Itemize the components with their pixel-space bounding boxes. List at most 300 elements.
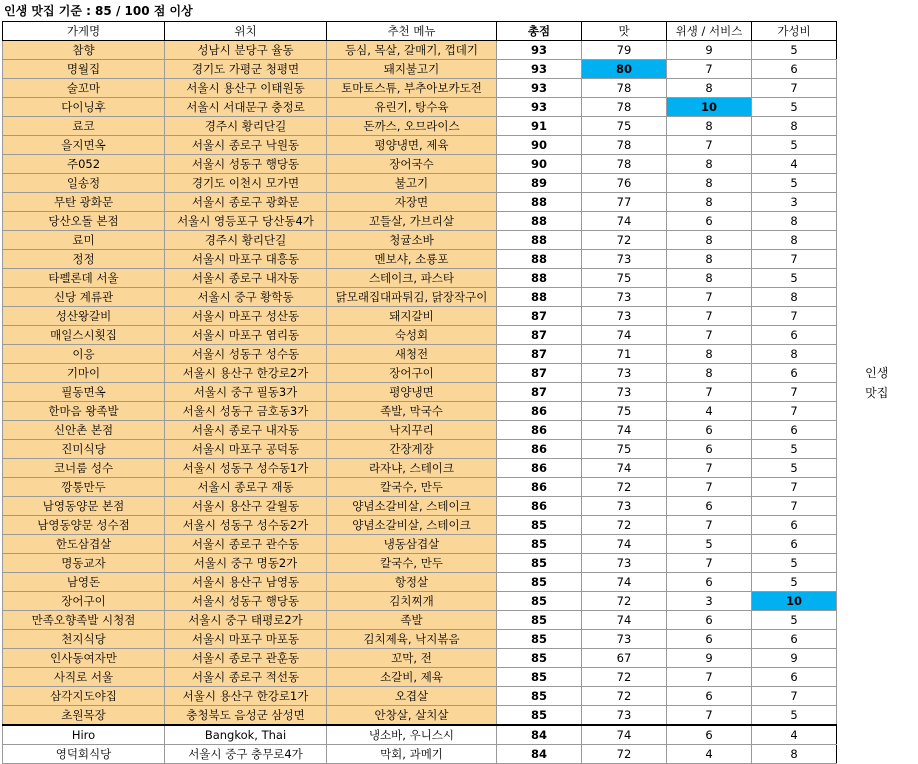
table-cell-service[interactable]: 7 — [667, 516, 752, 535]
table-cell-total[interactable]: 88 — [497, 212, 582, 231]
table-cell-service[interactable]: 8 — [667, 250, 752, 269]
table-cell-menu[interactable]: 소갈비, 제육 — [327, 668, 497, 687]
table-cell-location[interactable]: 서울시 종로구 내자동 — [165, 421, 327, 440]
table-row — [3, 345, 917, 364]
table-cell-total[interactable]: 90 — [497, 136, 582, 155]
table-cell-name[interactable]: 삼각지도야집 — [3, 687, 165, 706]
table-cell-taste[interactable]: 72 — [582, 745, 667, 764]
table-cell-name[interactable]: 인사동여자만 — [3, 649, 165, 668]
table-cell-total[interactable]: 87 — [497, 364, 582, 383]
table-cell-location[interactable]: 서울시 중구 충무로4가 — [165, 745, 327, 764]
table-cell-service[interactable]: 8 — [667, 231, 752, 250]
table-cell-taste[interactable]: 72 — [582, 516, 667, 535]
table-cell-total[interactable]: 87 — [497, 326, 582, 345]
table-row — [3, 554, 917, 573]
table-cell-menu[interactable]: 닭모래집대파튀김, 닭장작구이 — [327, 288, 497, 307]
table-cell-location[interactable]: 서울시 성동구 성수동 — [165, 345, 327, 364]
table-row — [3, 326, 917, 345]
table-cell-name[interactable]: 남영돈 — [3, 573, 165, 592]
table-row — [3, 725, 917, 745]
table-cell-service[interactable]: 6 — [667, 725, 752, 745]
table-cell-value[interactable]: 6 — [752, 516, 837, 535]
table-cell-name[interactable]: 술꼬마 — [3, 79, 165, 98]
table-cell-taste[interactable]: 72 — [582, 687, 667, 706]
table-cell-taste[interactable]: 74 — [582, 212, 667, 231]
table-cell-total[interactable]: 86 — [497, 497, 582, 516]
table-cell-total[interactable]: 85 — [497, 554, 582, 573]
table-cell-service[interactable]: 7 — [667, 383, 752, 402]
table-cell-menu[interactable]: 양념소갈비살, 스테이크 — [327, 516, 497, 535]
table-cell-name[interactable]: 정정 — [3, 250, 165, 269]
table-cell-total[interactable]: 88 — [497, 250, 582, 269]
table-cell-service[interactable]: 7 — [667, 136, 752, 155]
table-cell-location[interactable]: 서울시 마포구 마포동 — [165, 630, 327, 649]
table-cell-total[interactable]: 85 — [497, 592, 582, 611]
table-cell-name[interactable]: 무탄 광화문 — [3, 193, 165, 212]
table-cell-name[interactable]: Hiro — [3, 725, 165, 745]
table-cell-service[interactable]: 8 — [667, 117, 752, 136]
table-cell-name[interactable]: 성산왕갈비 — [3, 307, 165, 326]
table-cell-location[interactable]: 경주시 황리단길 — [165, 231, 327, 250]
table-cell-value[interactable]: 5 — [752, 440, 837, 459]
table-cell-value[interactable]: 5 — [752, 41, 837, 60]
table-cell-taste[interactable]: 76 — [582, 174, 667, 193]
table-cell-menu[interactable]: 칼국수, 만두 — [327, 554, 497, 573]
table-cell-menu[interactable]: 라자냐, 스테이크 — [327, 459, 497, 478]
table-row — [3, 497, 917, 516]
table-cell-menu[interactable]: 안창살, 살치살 — [327, 706, 497, 726]
table-cell-service[interactable]: 6 — [667, 212, 752, 231]
table-cell-taste[interactable]: 73 — [582, 307, 667, 326]
table-cell-name[interactable]: 일송정 — [3, 174, 165, 193]
table-cell-service[interactable]: 8 — [667, 364, 752, 383]
table-cell-service[interactable]: 7 — [667, 60, 752, 79]
table-cell-value[interactable]: 7 — [752, 478, 837, 497]
table-cell-service[interactable]: 7 — [667, 459, 752, 478]
table-cell-total[interactable]: 85 — [497, 611, 582, 630]
blank-cell — [837, 745, 917, 764]
table-cell-value[interactable]: 9 — [752, 649, 837, 668]
table-cell-total[interactable]: 91 — [497, 117, 582, 136]
table-cell-menu[interactable]: 족발 — [327, 611, 497, 630]
table-cell-location[interactable]: 서울시 종로구 내자동 — [165, 269, 327, 288]
table-cell-location[interactable]: 서울시 용산구 이태원동 — [165, 79, 327, 98]
table-row — [3, 459, 917, 478]
table-row — [3, 592, 917, 611]
table-cell-name[interactable]: 을지면옥 — [3, 136, 165, 155]
table-cell-menu[interactable]: 오겹살 — [327, 687, 497, 706]
table-cell-location[interactable]: 경기도 가평군 청평면 — [165, 60, 327, 79]
table-cell-total[interactable]: 87 — [497, 307, 582, 326]
table-cell-taste[interactable]: 78 — [582, 79, 667, 98]
table-cell-taste[interactable]: 73 — [582, 497, 667, 516]
table-cell-menu[interactable]: 평양냉면 — [327, 383, 497, 402]
table-cell-name[interactable]: 코너룸 성수 — [3, 459, 165, 478]
table-cell-value[interactable]: 5 — [752, 269, 837, 288]
table-cell-value[interactable]: 7 — [752, 687, 837, 706]
table-cell-name[interactable]: 진미식당 — [3, 440, 165, 459]
table-cell-menu[interactable]: 족발, 막국수 — [327, 402, 497, 421]
header-menu[interactable]: 추천 메뉴 — [327, 22, 497, 41]
table-cell-location[interactable]: 서울시 성동구 행당동 — [165, 155, 327, 174]
table-cell-value[interactable]: 8 — [752, 288, 837, 307]
table-cell-name[interactable]: 초원목장 — [3, 706, 165, 726]
table-cell-service[interactable]: 4 — [667, 402, 752, 421]
table-cell-name[interactable]: 다이닝후 — [3, 98, 165, 117]
blank-cell — [837, 725, 917, 745]
table-cell-value[interactable]: 7 — [752, 383, 837, 402]
table-cell-service[interactable]: 6 — [667, 687, 752, 706]
table-cell-location[interactable]: 경주시 황리단길 — [165, 117, 327, 136]
table-cell-service[interactable]: 8 — [667, 269, 752, 288]
table-cell-location[interactable]: 서울시 성동구 행당동 — [165, 592, 327, 611]
table-cell-menu[interactable]: 청귤소바 — [327, 231, 497, 250]
table-cell-menu[interactable]: 멘보샤, 소룡포 — [327, 250, 497, 269]
table-cell-name[interactable]: 명월집 — [3, 60, 165, 79]
table-cell-location[interactable]: 충청북도 음성군 삼성면 — [165, 706, 327, 726]
table-cell-service[interactable]: 6 — [667, 630, 752, 649]
table-cell-value[interactable]: 8 — [752, 745, 837, 764]
table-cell-service[interactable]: 4 — [667, 745, 752, 764]
table-cell-taste[interactable]: 78 — [582, 98, 667, 117]
table-cell-location[interactable]: 서울시 용산구 남영동 — [165, 573, 327, 592]
table-cell-location[interactable]: 서울시 마포구 성산동 — [165, 307, 327, 326]
table-cell-value[interactable]: 6 — [752, 60, 837, 79]
table-cell-service[interactable]: 5 — [667, 535, 752, 554]
table-cell-service[interactable]: 8 — [667, 174, 752, 193]
table-cell-taste[interactable]: 77 — [582, 193, 667, 212]
table-cell-name[interactable]: 신안촌 본점 — [3, 421, 165, 440]
table-cell-value[interactable]: 5 — [752, 174, 837, 193]
table-cell-menu[interactable]: 새청전 — [327, 345, 497, 364]
table-cell-name[interactable]: 장어구이 — [3, 592, 165, 611]
table-cell-taste[interactable]: 79 — [582, 41, 667, 60]
table-cell-total[interactable]: 87 — [497, 383, 582, 402]
table-cell-location[interactable]: 서울시 종로구 관훈동 — [165, 649, 327, 668]
table-cell-service[interactable]: 7 — [667, 288, 752, 307]
table-cell-service[interactable]: 8 — [667, 193, 752, 212]
table-cell-service[interactable]: 10 — [667, 98, 752, 117]
table-cell-service[interactable]: 6 — [667, 421, 752, 440]
table-cell-value[interactable]: 5 — [752, 459, 837, 478]
table-cell-value[interactable]: 6 — [752, 326, 837, 345]
table-cell-location[interactable]: 성남시 분당구 율동 — [165, 41, 327, 60]
table-cell-menu[interactable]: 스테이크, 파스타 — [327, 269, 497, 288]
table-cell-taste[interactable]: 72 — [582, 668, 667, 687]
table-cell-menu[interactable]: 불고기 — [327, 174, 497, 193]
table-cell-value[interactable]: 7 — [752, 402, 837, 421]
table-cell-menu[interactable]: 양념소갈비살, 스테이크 — [327, 497, 497, 516]
table-cell-menu[interactable]: 막회, 과메기 — [327, 745, 497, 764]
table-cell-service[interactable]: 6 — [667, 497, 752, 516]
table-cell-total[interactable]: 86 — [497, 402, 582, 421]
table-cell-location[interactable]: 서울시 종로구 재동 — [165, 478, 327, 497]
table-cell-menu[interactable]: 낙지꾸리 — [327, 421, 497, 440]
table-row — [3, 231, 917, 250]
table-cell-total[interactable]: 88 — [497, 193, 582, 212]
table-cell-location[interactable]: 서울시 중구 황학동 — [165, 288, 327, 307]
table-cell-taste[interactable]: 73 — [582, 288, 667, 307]
table-cell-service[interactable]: 7 — [667, 326, 752, 345]
table-cell-service[interactable]: 8 — [667, 345, 752, 364]
table-cell-taste[interactable]: 74 — [582, 573, 667, 592]
table-cell-total[interactable]: 86 — [497, 459, 582, 478]
table-cell-name[interactable]: 한마음 왕족발 — [3, 402, 165, 421]
table-cell-service[interactable]: 7 — [667, 668, 752, 687]
table-cell-taste[interactable]: 73 — [582, 383, 667, 402]
table-cell-name[interactable]: 료코 — [3, 117, 165, 136]
table-cell-name[interactable]: 한도삼겹살 — [3, 535, 165, 554]
table-row — [3, 383, 917, 402]
table-cell-name[interactable]: 영덕회식당 — [3, 745, 165, 764]
table-cell-value[interactable]: 7 — [752, 79, 837, 98]
table-cell-value[interactable]: 6 — [752, 421, 837, 440]
table-cell-menu[interactable]: 김치찌개 — [327, 592, 497, 611]
table-cell-menu[interactable]: 유린기, 탕수육 — [327, 98, 497, 117]
table-row — [3, 212, 917, 231]
table-cell-menu[interactable]: 등심, 목살, 갈매기, 껍데기 — [327, 41, 497, 60]
sheet-title: 인생 맛집 기준 : 85 / 100 점 이상 — [4, 4, 193, 18]
table-cell-total[interactable]: 84 — [497, 725, 582, 745]
table-cell-service[interactable]: 7 — [667, 706, 752, 726]
table-cell-menu[interactable]: 돼지불고기 — [327, 60, 497, 79]
table-cell-name[interactable]: 필동면옥 — [3, 383, 165, 402]
table-cell-value[interactable]: 8 — [752, 345, 837, 364]
table-row — [3, 250, 917, 269]
group-label: 인생 맛집 — [837, 41, 917, 726]
table-cell-menu[interactable]: 항정살 — [327, 573, 497, 592]
table-cell-total[interactable]: 93 — [497, 60, 582, 79]
table-cell-total[interactable]: 85 — [497, 668, 582, 687]
table-cell-taste[interactable]: 78 — [582, 136, 667, 155]
table-row — [3, 288, 917, 307]
table-cell-taste[interactable]: 74 — [582, 725, 667, 745]
restaurant-table — [2, 21, 917, 764]
table-cell-taste[interactable]: 75 — [582, 269, 667, 288]
table-cell-value[interactable]: 7 — [752, 307, 837, 326]
table-cell-total[interactable]: 85 — [497, 573, 582, 592]
table-cell-service[interactable]: 3 — [667, 592, 752, 611]
table-cell-name[interactable]: 기마이 — [3, 364, 165, 383]
table-cell-menu[interactable]: 꼬막, 전 — [327, 649, 497, 668]
table-cell-location[interactable]: 서울시 중구 태평로2가 — [165, 611, 327, 630]
table-cell-location[interactable]: 서울시 성동구 성수동1가 — [165, 459, 327, 478]
table-cell-value[interactable]: 7 — [752, 250, 837, 269]
table-cell-menu[interactable]: 냉동삼겹살 — [327, 535, 497, 554]
table-cell-menu[interactable]: 장어구이 — [327, 364, 497, 383]
table-cell-service[interactable]: 6 — [667, 440, 752, 459]
table-cell-taste[interactable]: 74 — [582, 421, 667, 440]
table-cell-taste[interactable]: 72 — [582, 478, 667, 497]
table-cell-location[interactable]: 서울시 종로구 낙원동 — [165, 136, 327, 155]
table-cell-menu[interactable]: 숙성회 — [327, 326, 497, 345]
table-cell-value[interactable]: 5 — [752, 706, 837, 726]
table-cell-service[interactable]: 9 — [667, 649, 752, 668]
table-cell-name[interactable]: 남영동양문 성수점 — [3, 516, 165, 535]
table-cell-service[interactable]: 7 — [667, 307, 752, 326]
table-cell-menu[interactable]: 꼬들살, 가브리살 — [327, 212, 497, 231]
table-cell-name[interactable]: 깡통만두 — [3, 478, 165, 497]
table-cell-menu[interactable]: 김치제육, 낙지볶음 — [327, 630, 497, 649]
table-cell-total[interactable]: 88 — [497, 288, 582, 307]
table-cell-location[interactable]: 서울시 마포구 대흥동 — [165, 250, 327, 269]
table-cell-location[interactable]: 서울시 중구 필동3가 — [165, 383, 327, 402]
table-cell-service[interactable]: 6 — [667, 573, 752, 592]
header-total[interactable]: 총점 — [497, 22, 582, 41]
table-cell-menu[interactable]: 칼국수, 만두 — [327, 478, 497, 497]
table-cell-taste[interactable]: 75 — [582, 117, 667, 136]
table-cell-menu[interactable]: 돼지갈비 — [327, 307, 497, 326]
table-row — [3, 79, 917, 98]
table-cell-name[interactable]: 참향 — [3, 41, 165, 60]
table-cell-service[interactable]: 7 — [667, 554, 752, 573]
table-row — [3, 136, 917, 155]
table-cell-name[interactable]: 료미 — [3, 231, 165, 250]
table-cell-taste[interactable]: 73 — [582, 630, 667, 649]
table-cell-location[interactable]: 서울시 성동구 금호동3가 — [165, 402, 327, 421]
table-cell-taste[interactable]: 74 — [582, 535, 667, 554]
table-cell-service[interactable]: 8 — [667, 79, 752, 98]
table-cell-location[interactable]: 서울시 성동구 성수동2가 — [165, 516, 327, 535]
table-cell-location[interactable]: 서울시 종로구 관수동 — [165, 535, 327, 554]
table-cell-location[interactable]: 서울시 영등포구 당산동4가 — [165, 212, 327, 231]
table-cell-value[interactable]: 5 — [752, 98, 837, 117]
table-cell-name[interactable]: 매일스시횟집 — [3, 326, 165, 345]
table-cell-total[interactable]: 86 — [497, 478, 582, 497]
table-row — [3, 402, 917, 421]
header-value[interactable]: 가성비 — [752, 22, 837, 41]
table-cell-location[interactable]: 서울시 용산구 한강로2가 — [165, 364, 327, 383]
table-cell-value[interactable]: 6 — [752, 535, 837, 554]
table-cell-location[interactable]: 서울시 종로구 광화문 — [165, 193, 327, 212]
table-cell-name[interactable]: 신당 계류관 — [3, 288, 165, 307]
table-cell-name[interactable]: 사직로 서울 — [3, 668, 165, 687]
table-cell-menu[interactable]: 토마토스튜, 부추아보카도전 — [327, 79, 497, 98]
table-cell-value[interactable]: 5 — [752, 554, 837, 573]
table-cell-name[interactable]: 당산오돌 본점 — [3, 212, 165, 231]
table-cell-taste[interactable]: 73 — [582, 554, 667, 573]
table-cell-taste[interactable]: 78 — [582, 155, 667, 174]
table-cell-value[interactable]: 5 — [752, 573, 837, 592]
table-cell-name[interactable]: 이응 — [3, 345, 165, 364]
table-cell-total[interactable]: 90 — [497, 155, 582, 174]
table-cell-taste[interactable]: 73 — [582, 364, 667, 383]
table-cell-value[interactable]: 8 — [752, 117, 837, 136]
table-cell-service[interactable]: 7 — [667, 478, 752, 497]
table-cell-total[interactable]: 86 — [497, 440, 582, 459]
table-cell-taste[interactable]: 73 — [582, 250, 667, 269]
table-cell-location[interactable]: 경기도 이천시 모가면 — [165, 174, 327, 193]
table-row — [3, 687, 917, 706]
table-cell-value[interactable]: 10 — [752, 592, 837, 611]
table-cell-name[interactable]: 만족오향족발 시청점 — [3, 611, 165, 630]
table-cell-total[interactable]: 88 — [497, 269, 582, 288]
table-cell-taste[interactable]: 74 — [582, 326, 667, 345]
table-cell-total[interactable]: 84 — [497, 745, 582, 764]
table-cell-taste[interactable]: 75 — [582, 440, 667, 459]
table-cell-total[interactable]: 85 — [497, 535, 582, 554]
table-cell-menu[interactable]: 장어국수 — [327, 155, 497, 174]
table-cell-value[interactable]: 8 — [752, 212, 837, 231]
table-cell-total[interactable]: 85 — [497, 649, 582, 668]
table-cell-total[interactable]: 93 — [497, 41, 582, 60]
table-cell-service[interactable]: 9 — [667, 41, 752, 60]
table-cell-value[interactable]: 5 — [752, 611, 837, 630]
table-cell-location[interactable]: 서울시 중구 명동2가 — [165, 554, 327, 573]
table-cell-location[interactable]: 서울시 서대문구 충정로 — [165, 98, 327, 117]
table-row — [3, 611, 917, 630]
table-cell-name[interactable]: 주052 — [3, 155, 165, 174]
table-cell-total[interactable]: 93 — [497, 98, 582, 117]
table-cell-taste[interactable]: 67 — [582, 649, 667, 668]
table-cell-name[interactable]: 타펠론데 서울 — [3, 269, 165, 288]
table-row — [3, 98, 917, 117]
header-location[interactable]: 위치 — [165, 22, 327, 41]
table-cell-total[interactable]: 88 — [497, 231, 582, 250]
table-cell-value[interactable]: 8 — [752, 231, 837, 250]
table-cell-menu[interactable]: 평양냉면, 제육 — [327, 136, 497, 155]
table-cell-service[interactable]: 6 — [667, 611, 752, 630]
table-cell-location[interactable]: 서울시 용산구 갈월동 — [165, 497, 327, 516]
table-cell-value[interactable]: 5 — [752, 136, 837, 155]
table-cell-name[interactable]: 천지식당 — [3, 630, 165, 649]
table-cell-taste[interactable]: 74 — [582, 459, 667, 478]
table-cell-menu[interactable]: 간장게장 — [327, 440, 497, 459]
table-cell-taste[interactable]: 71 — [582, 345, 667, 364]
table-cell-value[interactable]: 6 — [752, 630, 837, 649]
table-cell-location[interactable]: 서울시 용산구 한강로1가 — [165, 687, 327, 706]
table-cell-value[interactable]: 6 — [752, 364, 837, 383]
table-cell-location[interactable]: 서울시 마포구 염리동 — [165, 326, 327, 345]
table-cell-taste[interactable]: 72 — [582, 231, 667, 250]
table-cell-taste[interactable]: 75 — [582, 402, 667, 421]
table-cell-value[interactable]: 6 — [752, 668, 837, 687]
table-cell-value[interactable]: 7 — [752, 497, 837, 516]
table-cell-total[interactable]: 85 — [497, 687, 582, 706]
table-cell-value[interactable]: 4 — [752, 155, 837, 174]
table-row — [3, 630, 917, 649]
table-cell-menu[interactable]: 냉소바, 우니스시 — [327, 725, 497, 745]
table-cell-value[interactable]: 4 — [752, 725, 837, 745]
table-cell-total[interactable]: 85 — [497, 516, 582, 535]
table-cell-total[interactable]: 89 — [497, 174, 582, 193]
table-cell-taste[interactable]: 80 — [582, 60, 667, 79]
table-row — [3, 421, 917, 440]
header-service[interactable]: 위생 / 서비스 — [667, 22, 752, 41]
table-cell-service[interactable]: 8 — [667, 155, 752, 174]
header-taste[interactable]: 맛 — [582, 22, 667, 41]
table-cell-menu[interactable]: 자장면 — [327, 193, 497, 212]
table-cell-location[interactable]: Bangkok, Thai — [165, 725, 327, 745]
table-cell-location[interactable]: 서울시 마포구 공덕동 — [165, 440, 327, 459]
table-cell-total[interactable]: 86 — [497, 421, 582, 440]
table-cell-taste[interactable]: 72 — [582, 592, 667, 611]
table-cell-taste[interactable]: 74 — [582, 611, 667, 630]
table-cell-taste[interactable]: 73 — [582, 706, 667, 726]
table-cell-menu[interactable]: 돈까스, 오므라이스 — [327, 117, 497, 136]
table-cell-total[interactable]: 85 — [497, 706, 582, 726]
table-cell-name[interactable]: 명동교자 — [3, 554, 165, 573]
table-row — [3, 60, 917, 79]
table-row — [3, 535, 917, 554]
table-cell-name[interactable]: 남영동양문 본점 — [3, 497, 165, 516]
table-cell-location[interactable]: 서울시 종로구 적선동 — [165, 668, 327, 687]
table-cell-total[interactable]: 87 — [497, 345, 582, 364]
table-cell-value[interactable]: 3 — [752, 193, 837, 212]
table-cell-total[interactable]: 85 — [497, 630, 582, 649]
header-name[interactable]: 가게명 — [3, 22, 165, 41]
table-cell-total[interactable]: 93 — [497, 79, 582, 98]
